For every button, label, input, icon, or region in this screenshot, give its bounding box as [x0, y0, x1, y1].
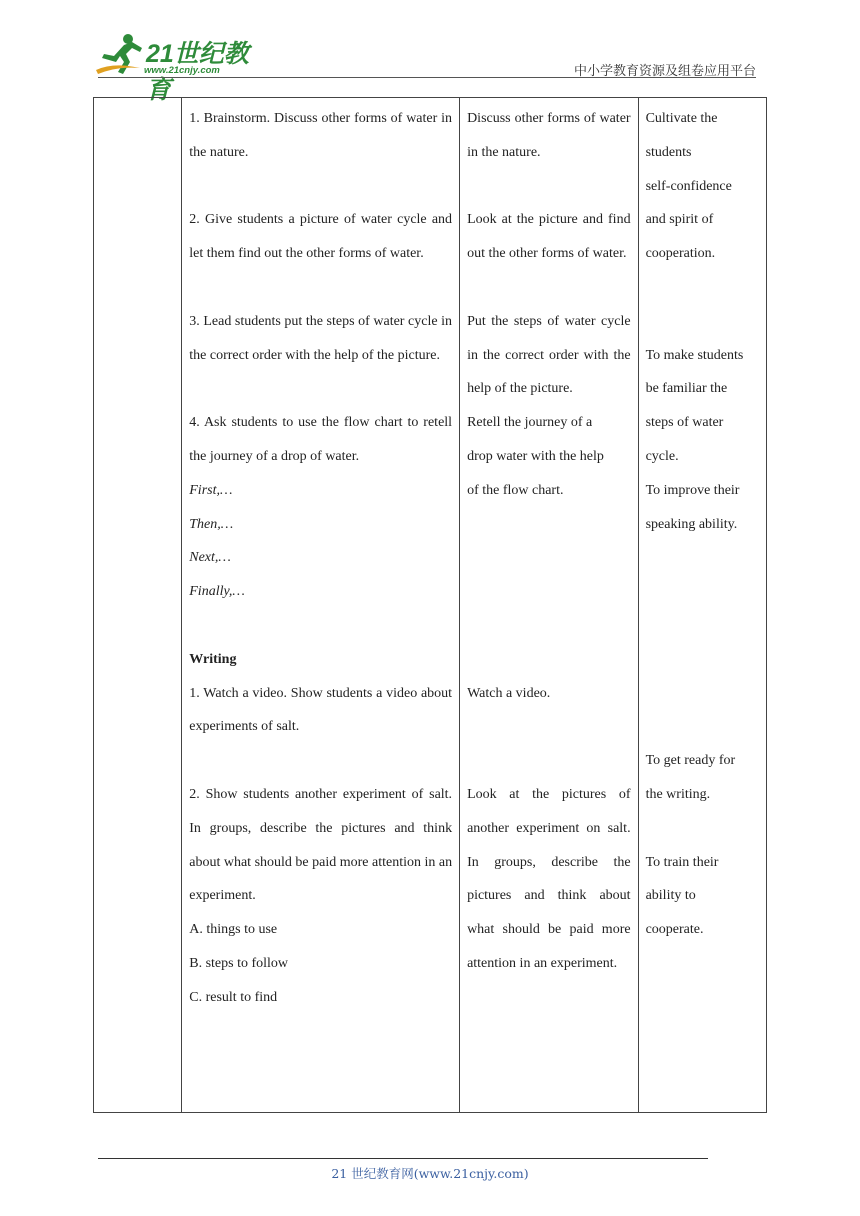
student-activity-cell — [460, 98, 639, 1113]
student-step-5: Watch a video. — [467, 685, 551, 701]
prompt-finally: Finally,… — [189, 584, 245, 600]
student-step-4-line-1: Retell the journey of a — [467, 415, 593, 431]
option-c: C. result to find — [189, 989, 278, 1005]
logo-url: www.21cnjy.com — [144, 65, 220, 76]
purpose-line: cycle. — [645, 448, 679, 464]
prompt-first: First,… — [189, 482, 233, 498]
teacher-activity-cell — [182, 98, 460, 1113]
purpose-line: To improve their — [645, 482, 740, 498]
student-step-4-line-3: of the flow chart. — [467, 482, 564, 498]
purpose-line: students — [645, 144, 692, 160]
purpose-line: To make students — [645, 347, 744, 363]
purpose-line: ability to — [645, 888, 696, 904]
table-row — [94, 98, 767, 1113]
purpose-line: speaking ability. — [645, 516, 738, 532]
teacher-step-1: 1. Brainstorm. Discuss other forms of water in the nature. — [189, 111, 453, 160]
teacher-step-4: 4. Ask students to use the flow chart to retell the journey of a drop of water. — [189, 415, 453, 464]
purpose-line: To train their — [645, 854, 719, 870]
student-step-2: Look at the picture and find out the other forms of water. — [467, 212, 631, 262]
purpose-line: To get ready for — [645, 753, 736, 769]
option-a: A. things to use — [189, 922, 278, 938]
footer-divider — [98, 1158, 708, 1159]
purpose-cell — [638, 98, 766, 1113]
purpose-line: and spirit of — [645, 212, 714, 228]
student-step-1: Discuss other forms of water in the nature. — [467, 111, 631, 160]
purpose-line: cooperate. — [645, 922, 704, 938]
student-step-6: Look at the pictures of another experiment on salt. In groups, describe the pictures and think about what should be paid more attention in an experiment. — [467, 786, 631, 971]
teacher-step-3: 3. Lead students put the steps of water cycle in the correct order with the help of the picture. — [189, 313, 453, 363]
page-header — [0, 0, 860, 104]
purpose-line: the writing. — [645, 786, 711, 802]
option-b: B. steps to follow — [189, 955, 289, 971]
header-divider — [98, 77, 756, 78]
logo-text: 21世纪教育 — [146, 40, 249, 104]
purpose-line: be familiar the — [645, 381, 728, 397]
writing-step-1: 1. Watch a video. Show students a video about experiments of salt. — [189, 685, 453, 735]
stage-cell — [94, 98, 182, 1113]
student-step-4-line-2: drop water with the help — [467, 448, 604, 464]
prompt-next: Next,… — [189, 550, 231, 566]
purpose-line: cooperation. — [645, 246, 716, 262]
prompt-then: Then,… — [189, 516, 234, 532]
platform-name: 中小学教育资源及组卷应用平台 — [573, 64, 756, 79]
purpose-line: steps of water — [645, 415, 724, 431]
purpose-line: Cultivate the — [645, 111, 718, 126]
teacher-step-2: 2. Give students a picture of water cycle and let them find out the other forms of water. — [189, 212, 453, 262]
student-step-3: Put the steps of water cycle in the correct order with the help of the picture. — [467, 313, 631, 397]
footer-text: 21 世纪教育网(www.21cnjy.com) — [331, 1166, 529, 1181]
purpose-line: self-confidence — [645, 178, 732, 194]
runner-logo-icon — [94, 32, 144, 78]
logo — [94, 32, 264, 104]
writing-heading: Writing — [189, 651, 237, 667]
lesson-plan-table — [93, 97, 767, 1113]
writing-step-2: 2. Show students another experiment of salt. In groups, describe the pictures and think about what should be paid more attention in an experiment. — [189, 786, 453, 904]
